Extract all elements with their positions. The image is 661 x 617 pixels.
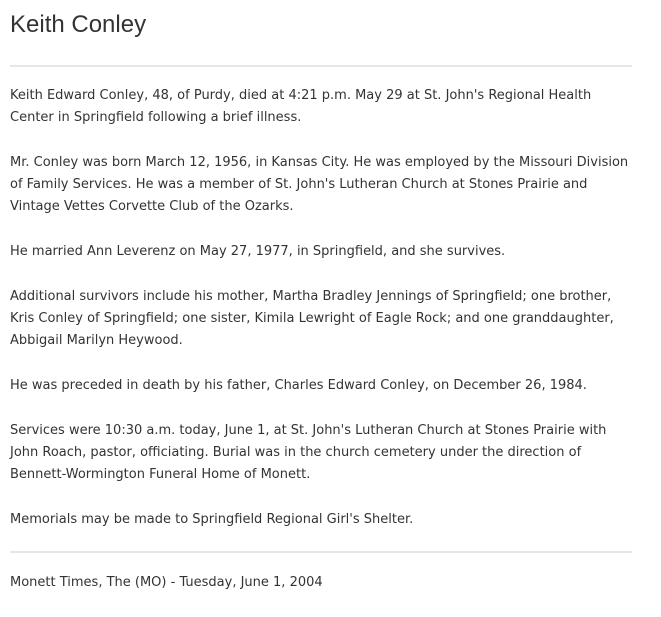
title-divider (10, 65, 632, 67)
obituary-paragraph-2: Mr. Conley was born March 12, 1956, in Kansas City. He was employed by the Missouri Division of Family Services. He was a member of St. John's Lutheran Church at Stones Prairie and Vintage Vettes Corvette Club of the Ozarks. (10, 155, 629, 214)
obituary-paragraph-6: Services were 10:30 a.m. today, June 1, at St. John's Lutheran Church at Stones Prairie with John Roach, pastor, officiating. Burial was in the church cemetery under the direction of Bennett-Wormington Funeral Home of Monett. (10, 423, 607, 482)
obituary-paragraph-4: Additional survivors include his mother, Martha Bradley Jennings of Springfield; one brother, Kris Conley of Springfield; one sister, Kimila Lewright of Eagle Rock; and one granddaughter, Abbigail Marilyn Heywood. (10, 289, 614, 348)
obituary-paragraph-7: Memorials may be made to Springfield Regional Girl's Shelter. (10, 512, 414, 527)
obituary-body (10, 85, 632, 554)
source-citation: Monett Times, The (MO) - Tuesday, June 1, 2004 (10, 575, 323, 590)
obituary-paragraph-1: Keith Edward Conley, 48, of Purdy, died at 4:21 p.m. May 29 at St. John's Regional Health Center in Springfield following a brief illness. (10, 88, 592, 125)
page-title: Keith Conley (10, 11, 147, 38)
obituary-paragraph-5: He was preceded in death by his father, Charles Edward Conley, on December 26, 1984. (10, 378, 587, 393)
source-divider (10, 551, 632, 553)
obituary-paragraph-3: He married Ann Leverenz on May 27, 1977, in Springfield, and she survives. (10, 244, 506, 259)
